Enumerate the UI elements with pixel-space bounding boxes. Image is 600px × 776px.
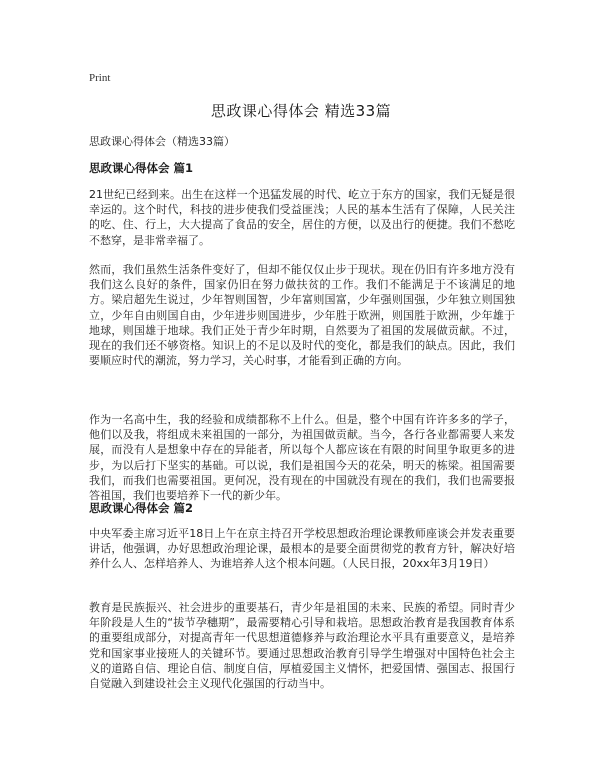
- paragraph: 21世纪已经到来。出生在这样一个迅猛发展的时代、屹立于东方的国家，我们无疑是很幸运的。这个时代，科技的进步使我们受益匪浅；人民的基本生活有了保障，人民关注的吃、住、行上，大大提高了食品的安全，居住的方便，以及出行的便捷。我们不愁吃不愁穿，是非常幸福了。: [89, 188, 515, 247]
- section-heading: 思政课心得体会 篇2: [89, 501, 194, 515]
- document-subtitle: 思政课心得体会（精选33篇）: [89, 135, 235, 148]
- document-title: 思政课心得体会 精选33篇: [210, 102, 392, 120]
- paragraph: 然而，我们虽然生活条件变好了，但却不能仅仅止步于现状。现在仍旧有许多地方没有我们这么良好的条件，国家仍旧在努力做扶贫的工作。我们不能满足于不该满足的地方。梁启超先生说过，少年智则国智，少年富则国富，少年强则国强，少年独立则国独立，少年自由则国自由，少年进步则国进步，少年胜于欧洲，则国胜于欧洲，少年雄于地球，则国雄于地球。我们正处于青少年时期，自然要为了祖国的发展做贡献。不过，现在的我们还不够资格。知识上的不足以及时代的变化，都是我们的缺点。因此，我们要顺应时代的潮流，努力学习，关心时事，才能看到正确的方向。: [89, 263, 515, 368]
- section-heading: 思政课心得体会 篇1: [89, 161, 194, 175]
- paragraph: 中央军委主席习近平18日上午在京主持召开学校思想政治理论课教师座谈会并发表重要讲话，他强调，办好思想政治理论课，最根本的是要全面贯彻党的教育方针，解决好培养什么人、怎样培养人、为谁培养人这个根本问题。（人民日报，20xx年3月19日）: [89, 527, 515, 571]
- paragraph: 作为一名高中生，我的经验和成绩都称不上什么。但是，整个中国有许许多多的学子，他们以及我，将组成未来祖国的一部分，为祖国做贡献。当今，各行各业都需要人来发展，而没有人是想象中存在的异能者，所以每个人都应该在有限的时间里争取更多的进步，为以后打下坚实的基础。可以说，我们是祖国今天的花朵，明天的栋梁。祖国需要我们，而我们也需要祖国。更何况，没有现在的中国就没有现在的我们，我们也需要报答祖国，我们也要培养下一代的新少年。: [89, 413, 515, 503]
- print-label[interactable]: Print: [89, 72, 111, 84]
- paragraph: 教育是民族振兴、社会进步的重要基石，青少年是祖国的未来、民族的希望。同时青少年阶段是人生的“拔节孕穗期”，最需要精心引导和栽培。思想政治教育是我国教育体系的重要组成部分，对提高青年一代思想道德修养与政治理论水平具有重要意义，是培养党和国家事业接班人的关键环节。要通过思想政治教育引导学生增强对中国特色社会主义的道路自信、理论自信、制度自信，厚植爱国主义情怀，把爱国情、强国志、报国行自觉融入到建设社会主义现代化强国的行动当中。: [89, 601, 515, 691]
